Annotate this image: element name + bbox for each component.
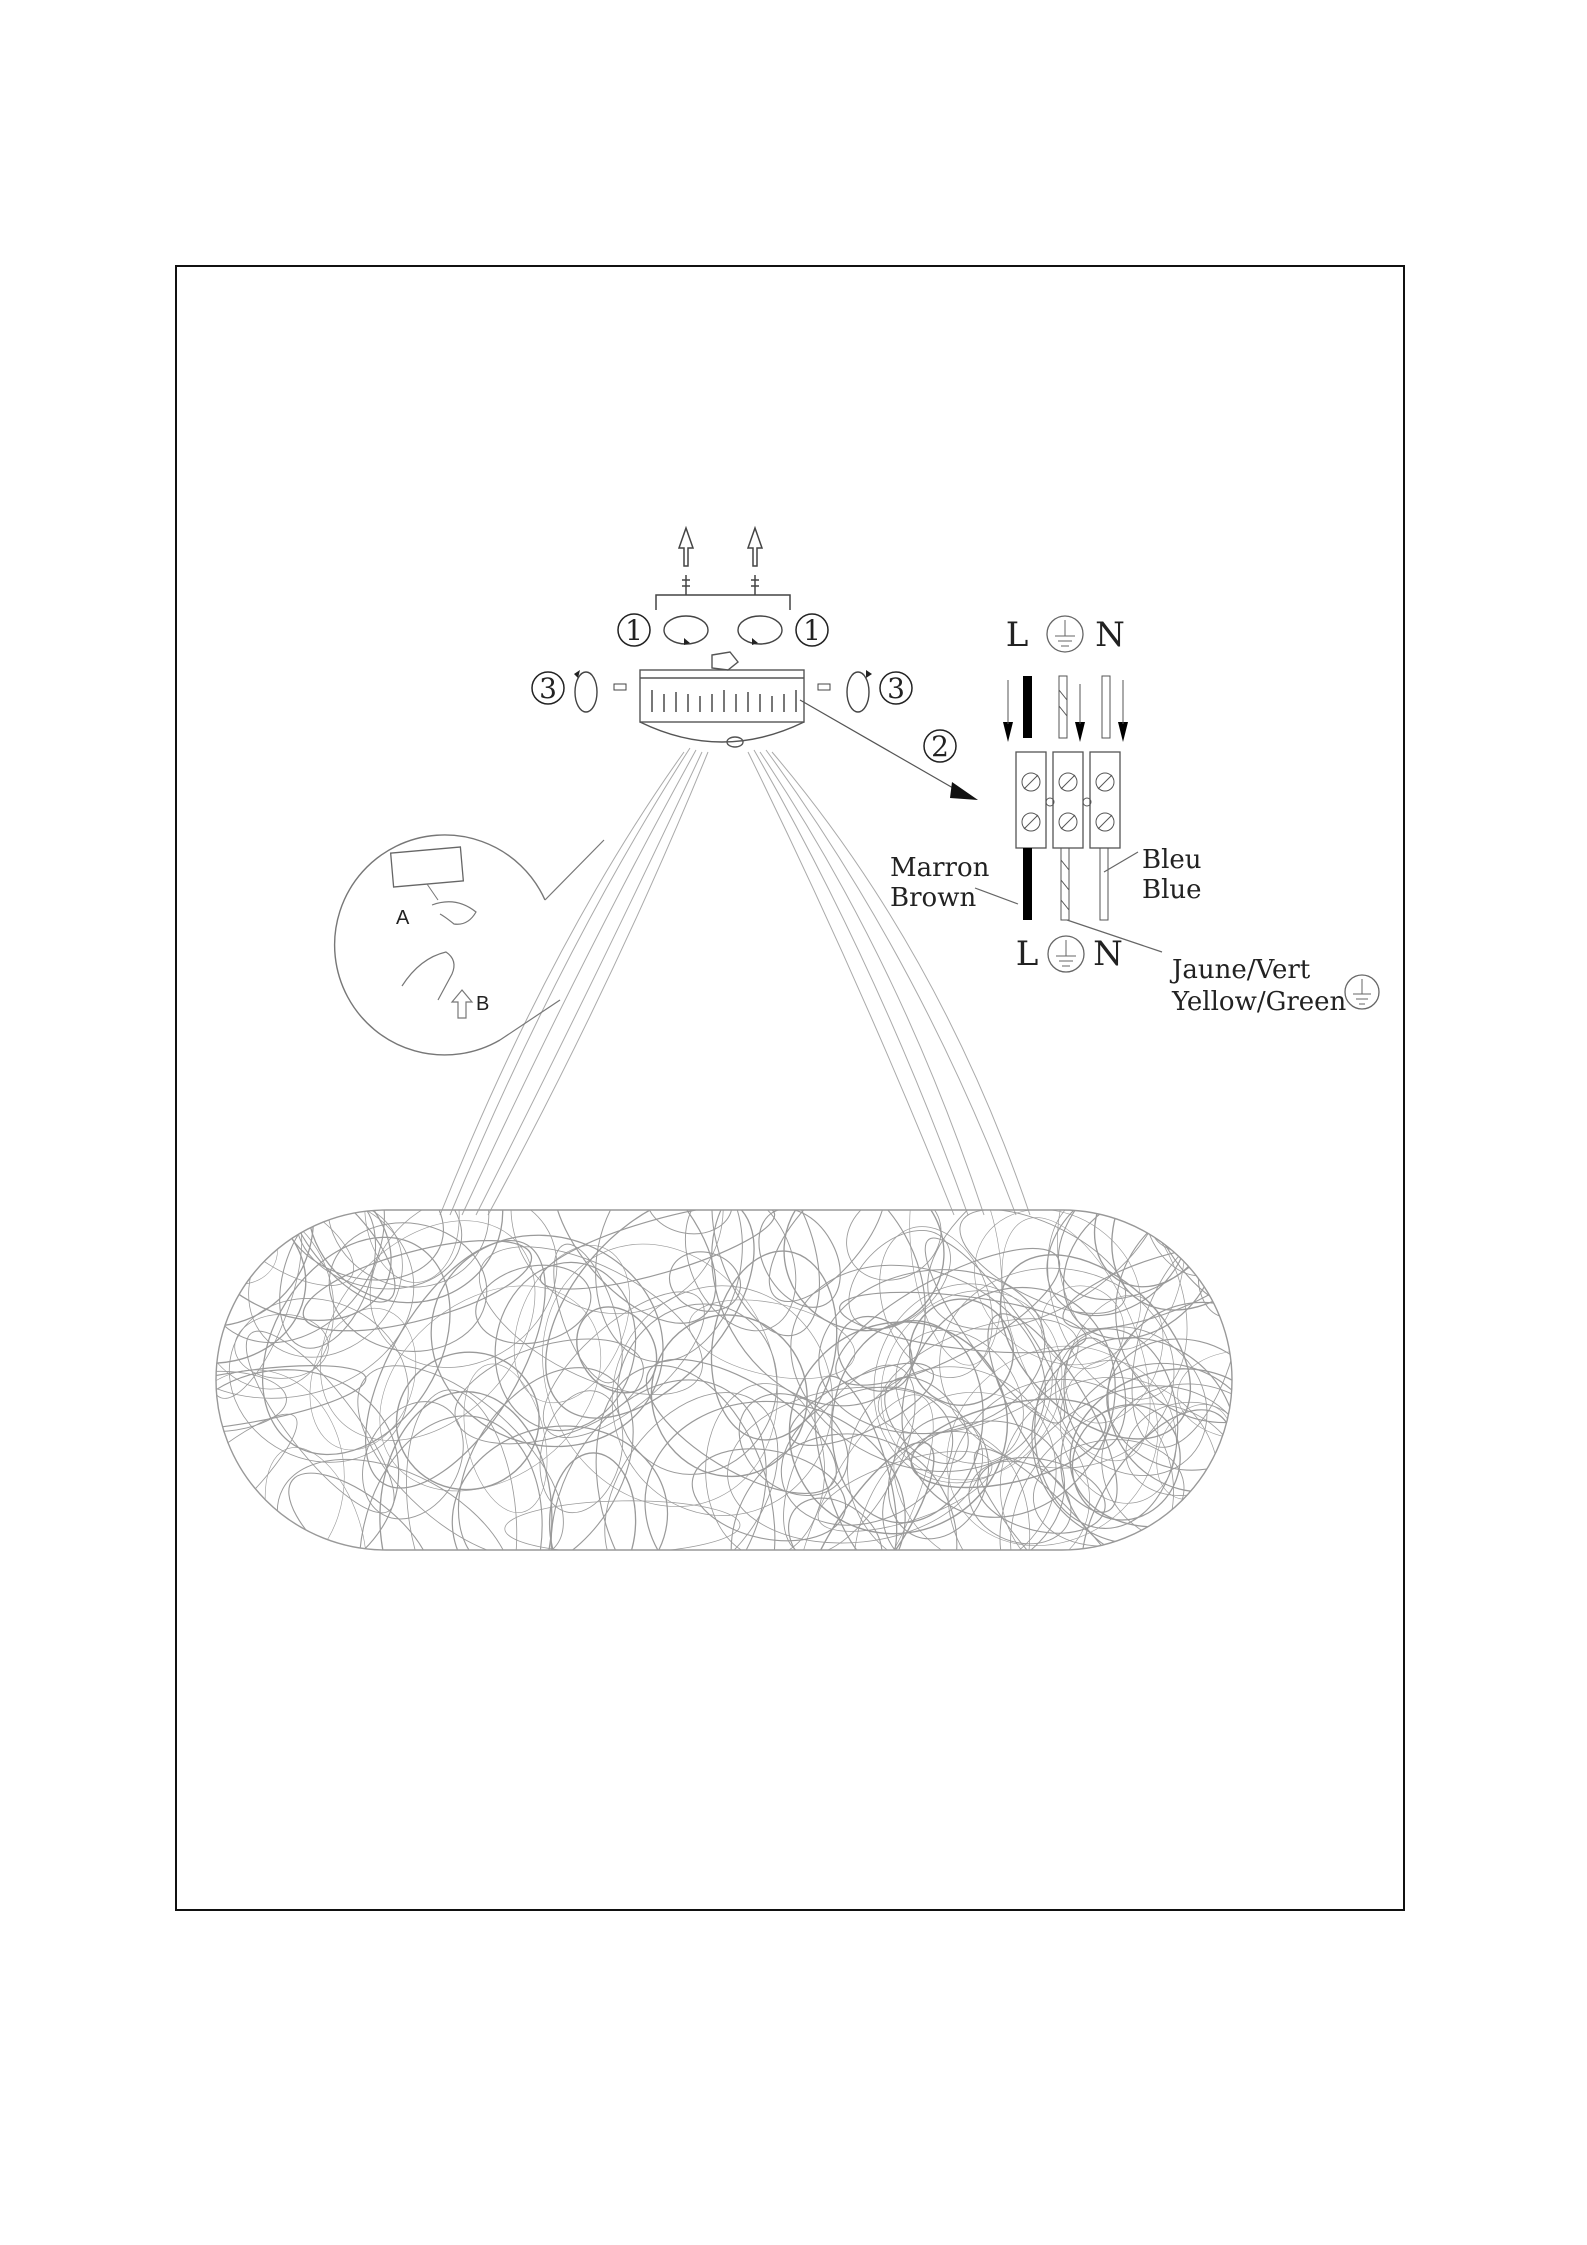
mesh-wire	[783, 1426, 955, 1638]
rotate-arrow-icon	[575, 672, 597, 712]
brown-wire-label-en: Brown	[890, 883, 977, 913]
terminal-block	[890, 615, 1379, 1017]
mesh-wire	[569, 1360, 813, 1622]
terminal-top-l: L	[1005, 615, 1029, 655]
mesh-wire	[190, 1197, 321, 1409]
mesh-wire	[966, 1219, 1225, 1474]
wire-mesh-lamp	[69, 1062, 1357, 1706]
mesh-wire	[126, 1456, 273, 1607]
mesh-wire	[685, 1388, 1002, 1706]
step1-right	[738, 614, 828, 647]
mesh-wire	[1042, 1344, 1284, 1582]
mesh-wire	[270, 1452, 450, 1615]
ground-wire-label-en: Yellow/Green	[1172, 987, 1347, 1017]
mesh-wire	[156, 1115, 422, 1355]
anchor-bracket	[656, 595, 790, 610]
mesh-wire	[1057, 1134, 1185, 1350]
mesh-wire	[836, 1281, 1089, 1363]
step3-right-label: 3	[887, 672, 905, 705]
ground-symbol-icon	[1345, 975, 1379, 1009]
mesh-wire	[278, 1084, 532, 1333]
mesh-wire	[831, 1177, 957, 1297]
mesh-wire	[845, 1256, 1098, 1515]
screw-icon	[818, 684, 830, 690]
step2	[924, 730, 956, 763]
terminal-bottom-n: N	[1093, 934, 1123, 974]
mesh-wire	[504, 1499, 740, 1555]
mesh-wire	[166, 1370, 345, 1584]
step3-left	[532, 670, 626, 712]
screw-icon	[614, 684, 626, 690]
ground-symbol-icon	[1047, 616, 1083, 652]
mesh-wire	[457, 1216, 724, 1425]
step2-label: 2	[931, 730, 949, 763]
mesh-wire	[548, 1452, 636, 1591]
lamp-outline	[216, 1210, 1232, 1550]
detail-label-a: A	[396, 907, 410, 929]
mesh-wire	[664, 1171, 817, 1348]
step1-left-label: 1	[625, 614, 643, 647]
mesh-wire	[247, 1423, 543, 1676]
mesh-wire	[101, 1185, 314, 1373]
mesh-wire	[832, 1415, 1052, 1691]
mesh-wire	[627, 1333, 857, 1519]
detail-inset	[335, 835, 604, 1055]
mesh-wire	[521, 1268, 727, 1462]
mesh-wire	[1071, 1131, 1238, 1309]
brown-wire-label-fr: Marron	[890, 853, 990, 883]
mesh-wire	[101, 1352, 370, 1445]
terminal-bottom-l: L	[1015, 934, 1039, 974]
mesh-wire	[1193, 1225, 1265, 1321]
canopy-slots	[652, 690, 796, 712]
mesh-wire	[1184, 1148, 1305, 1279]
mesh-wire	[698, 1242, 849, 1449]
mesh-wire	[757, 1345, 942, 1575]
mesh-wire	[691, 1141, 841, 1350]
mesh-wire	[869, 1305, 1049, 1489]
suspension-cables	[440, 748, 1030, 1215]
blue-wire-label-fr: Bleu	[1142, 845, 1202, 875]
step3-right	[818, 670, 912, 712]
mesh-wire	[174, 1245, 248, 1335]
terminal-top-n: N	[1095, 615, 1125, 655]
mesh-wire	[394, 1384, 530, 1634]
mesh-wire	[970, 1446, 1113, 1545]
mesh-wire	[267, 1140, 458, 1298]
mesh-wire	[89, 1395, 314, 1606]
step1-left	[618, 614, 708, 647]
step1-right-label: 1	[803, 614, 821, 647]
mesh-wire	[1086, 1367, 1297, 1563]
mesh-wire	[640, 1160, 738, 1241]
mesh-wire	[224, 1203, 489, 1489]
mesh-wire	[662, 1243, 748, 1320]
blue-wire-label-en: Blue	[1142, 875, 1202, 905]
mesh-wire	[752, 1284, 1045, 1572]
mesh-wire	[565, 1343, 805, 1656]
mesh-wire	[1051, 1385, 1264, 1631]
mesh-wire	[1025, 1296, 1237, 1506]
wall-anchor-icon	[679, 528, 762, 595]
step2-arrowhead	[950, 782, 978, 800]
ground-symbol-icon	[1048, 936, 1084, 972]
mesh-wire	[506, 1156, 794, 1456]
mesh-wire	[1177, 1350, 1315, 1441]
mesh-wire	[965, 1297, 1141, 1529]
mesh-wire	[143, 1369, 288, 1434]
step3-left-label: 3	[539, 672, 557, 705]
rotate-arrow-icon	[738, 616, 782, 644]
mesh-wire	[171, 1192, 353, 1404]
page-frame	[176, 266, 1404, 1910]
mesh-wire	[380, 1392, 552, 1643]
mesh-wire	[326, 1332, 596, 1592]
mesh-wire	[192, 1205, 285, 1292]
detail-label-b: B	[476, 993, 490, 1015]
rotate-arrow-icon	[847, 672, 869, 712]
mesh-wire	[1167, 1172, 1320, 1281]
ground-wire-label-fr: Jaune/Vert	[1172, 955, 1311, 985]
mesh-wire	[1070, 1265, 1335, 1530]
